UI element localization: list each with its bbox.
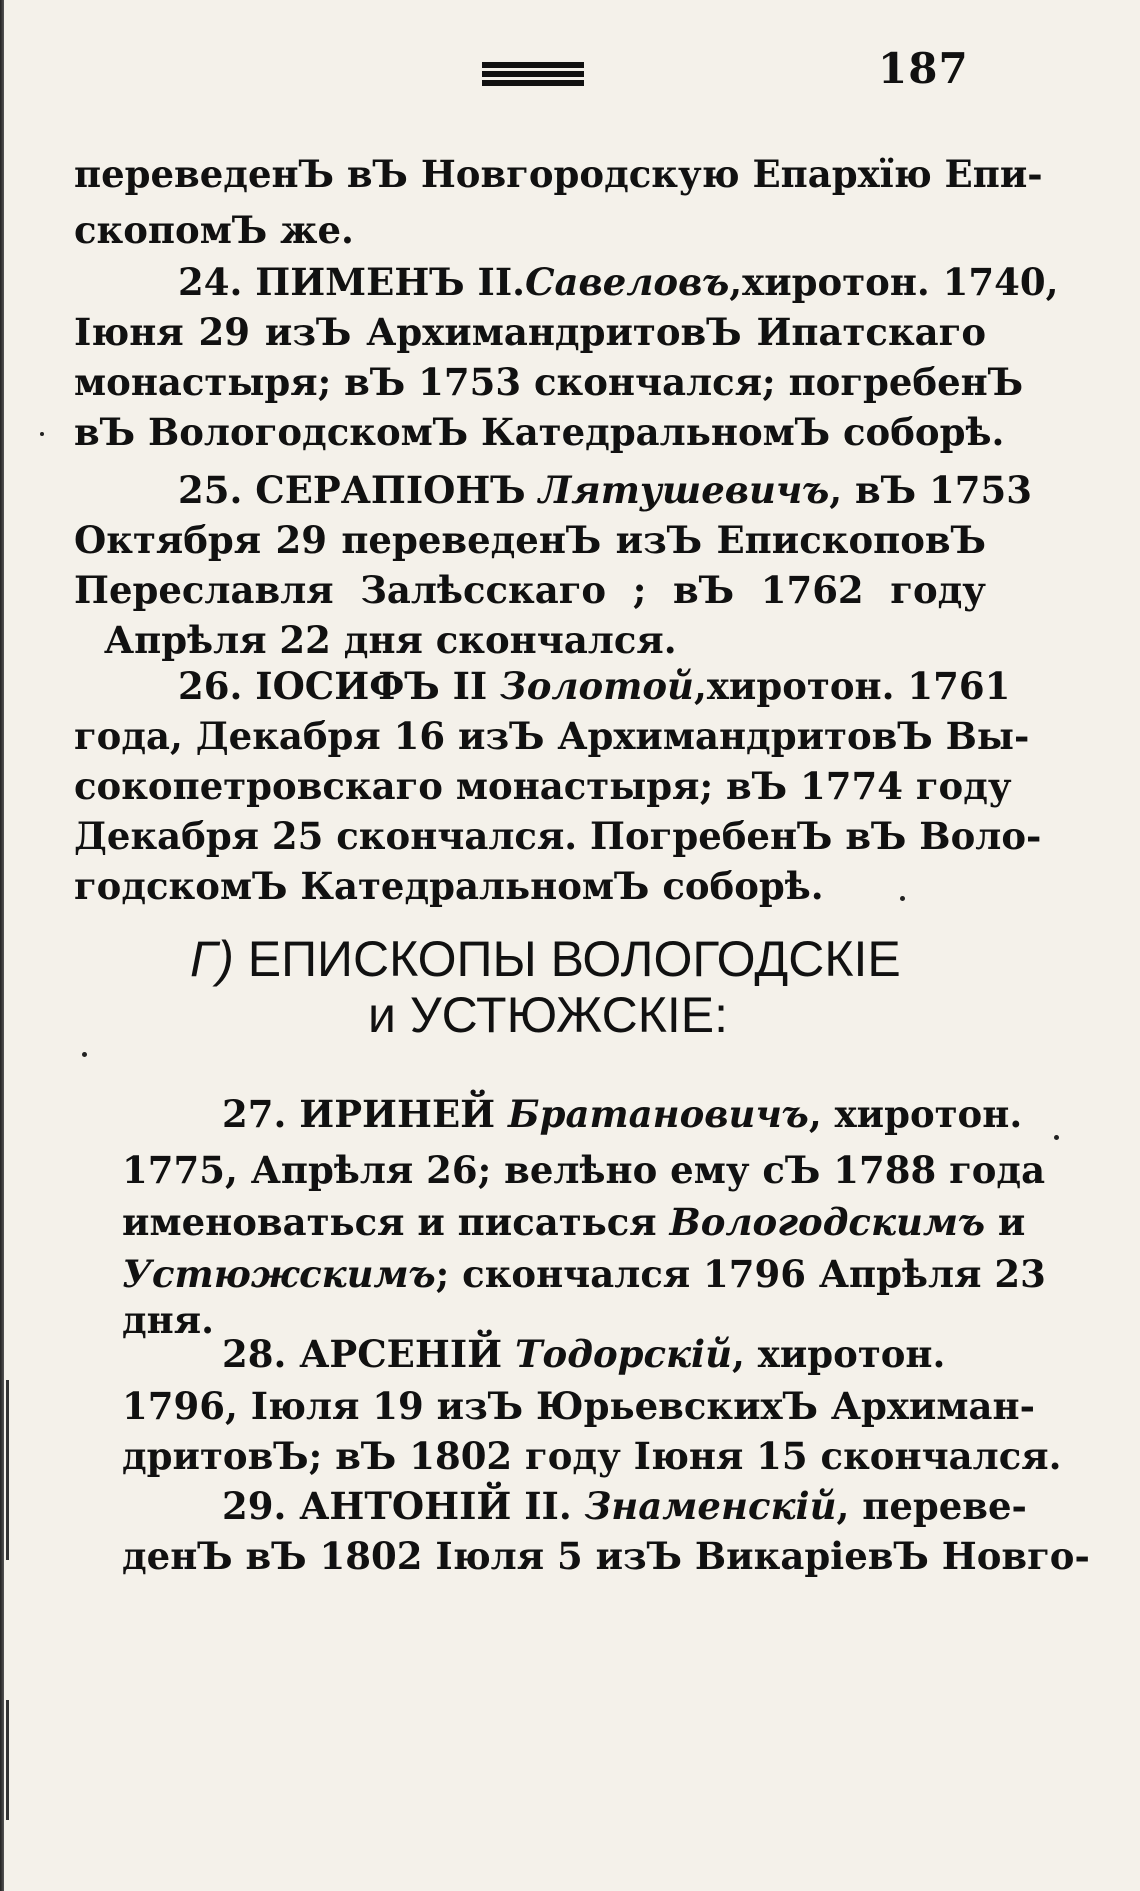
entry-26-heading [178, 664, 1010, 708]
section-title: ЕПИСКОПЫ ВОЛОГОДСКІЕ [247, 931, 901, 987]
entry-surname: Золотой [500, 664, 694, 708]
text-line-27-3 [122, 1200, 1026, 1244]
text-line: вЪ ВологодскомЪ КатедральномЪ соборѣ. [74, 410, 1005, 454]
text-line: денЪ вЪ 1802 Іюля 5 изЪ ВикаріевЪ Новго- [122, 1534, 1090, 1578]
binding-shadow [6, 1380, 9, 1560]
binding-shadow [6, 1700, 9, 1820]
entry-name: АНТОНІЙ II. [299, 1484, 572, 1528]
text-fragment: ; скончался 1796 Апрѣля 23 [435, 1252, 1046, 1296]
section-letter: Г) [190, 931, 234, 987]
text-line: года, Декабря 16 изЪ АрхимандритовЪ Вы- [74, 714, 1030, 758]
text-line: монастыря; вЪ 1753 скончался; погребенЪ [74, 360, 1024, 404]
text-line: сокопетровскаго монастыря; вЪ 1774 году [74, 764, 1012, 808]
entry-surname: Савеловъ [525, 260, 730, 304]
entry-name: АРСЕНІЙ [299, 1332, 503, 1376]
scan-speck [1054, 1135, 1059, 1140]
text-line: 1775, Апрѣля 26; велѣно ему сЪ 1788 года [122, 1148, 1046, 1192]
header-ornament [482, 62, 584, 86]
text-line: Переславля Залѣсскаго ; вЪ 1762 году [74, 568, 986, 612]
entry-27-heading [222, 1092, 1022, 1136]
entry-number: 29. [222, 1484, 287, 1528]
text-line: переведенЪ вЪ Новгородскую Епархїю Епи- [74, 152, 1043, 196]
entry-surname: Знаменскій [584, 1484, 837, 1528]
text-fragment-italic: Устюжскимъ [122, 1252, 436, 1296]
binding-edge [0, 0, 4, 1891]
entry-surname: Тодорскій [515, 1332, 733, 1376]
page-number: 187 [878, 44, 969, 93]
section-heading-line1 [190, 930, 901, 988]
text-fragment-italic: Вологодскимъ [669, 1200, 985, 1244]
entry-line1-rest: , переве- [836, 1484, 1027, 1528]
section-heading-line2: и УСТЮЖСКІЕ: [368, 987, 728, 1043]
text-fragment: именоваться и писаться [122, 1200, 657, 1244]
entry-line1-rest: ,хиротон. 1761 [693, 664, 1011, 708]
text-line: годскомЪ КатедральномЪ соборѣ. [74, 864, 824, 908]
entry-number: 26. [178, 664, 243, 708]
text-line: скопомЪ же. [74, 208, 354, 252]
entry-29-heading [222, 1484, 1027, 1528]
text-line-27-4 [122, 1252, 1046, 1296]
entry-line1-rest: , хиротон. [732, 1332, 946, 1376]
entry-24-heading [178, 260, 1059, 304]
entry-25-heading [178, 468, 1032, 512]
entry-name: СЕРАПІОНЪ [255, 468, 526, 512]
entry-28-heading [222, 1332, 945, 1376]
text-line: Іюня 29 изЪ АрхимандритовЪ Ипатскаго [74, 310, 986, 354]
text-line: Апрѣля 22 дня скончался. [104, 618, 677, 662]
text-line: дритовЪ; вЪ 1802 году Іюня 15 скончался. [122, 1434, 1062, 1478]
entry-line1-rest: ,хиротон. 1740, [729, 260, 1059, 304]
entry-number: 25. [178, 468, 243, 512]
text-line: Октября 29 переведенЪ изЪ ЕпископовЪ [74, 518, 986, 562]
text-line: Декабря 25 скончался. ПогребенЪ вЪ Воло- [74, 814, 1042, 858]
entry-surname: Лятушевичъ [538, 468, 830, 512]
entry-number: 28. [222, 1332, 287, 1376]
scan-speck [900, 896, 905, 901]
text-line: дня. [122, 1298, 214, 1342]
scan-speck [82, 1052, 87, 1057]
entry-line1-rest: , вЪ 1753 [829, 468, 1033, 512]
text-fragment: и [997, 1200, 1026, 1244]
entry-number: 24. [178, 260, 243, 304]
entry-name: ПИМЕНЪ II. [255, 260, 526, 304]
entry-name: ІОСИФЪ II [255, 664, 488, 708]
entry-name: ИРИНЕЙ [299, 1092, 496, 1136]
entry-surname: Братановичъ [508, 1092, 809, 1136]
text-line: 1796, Іюля 19 изЪ ЮрьевскихЪ Архиман- [122, 1384, 1035, 1428]
entry-number: 27. [222, 1092, 287, 1136]
entry-line1-rest: , хиротон. [808, 1092, 1023, 1136]
scan-speck [40, 432, 44, 436]
